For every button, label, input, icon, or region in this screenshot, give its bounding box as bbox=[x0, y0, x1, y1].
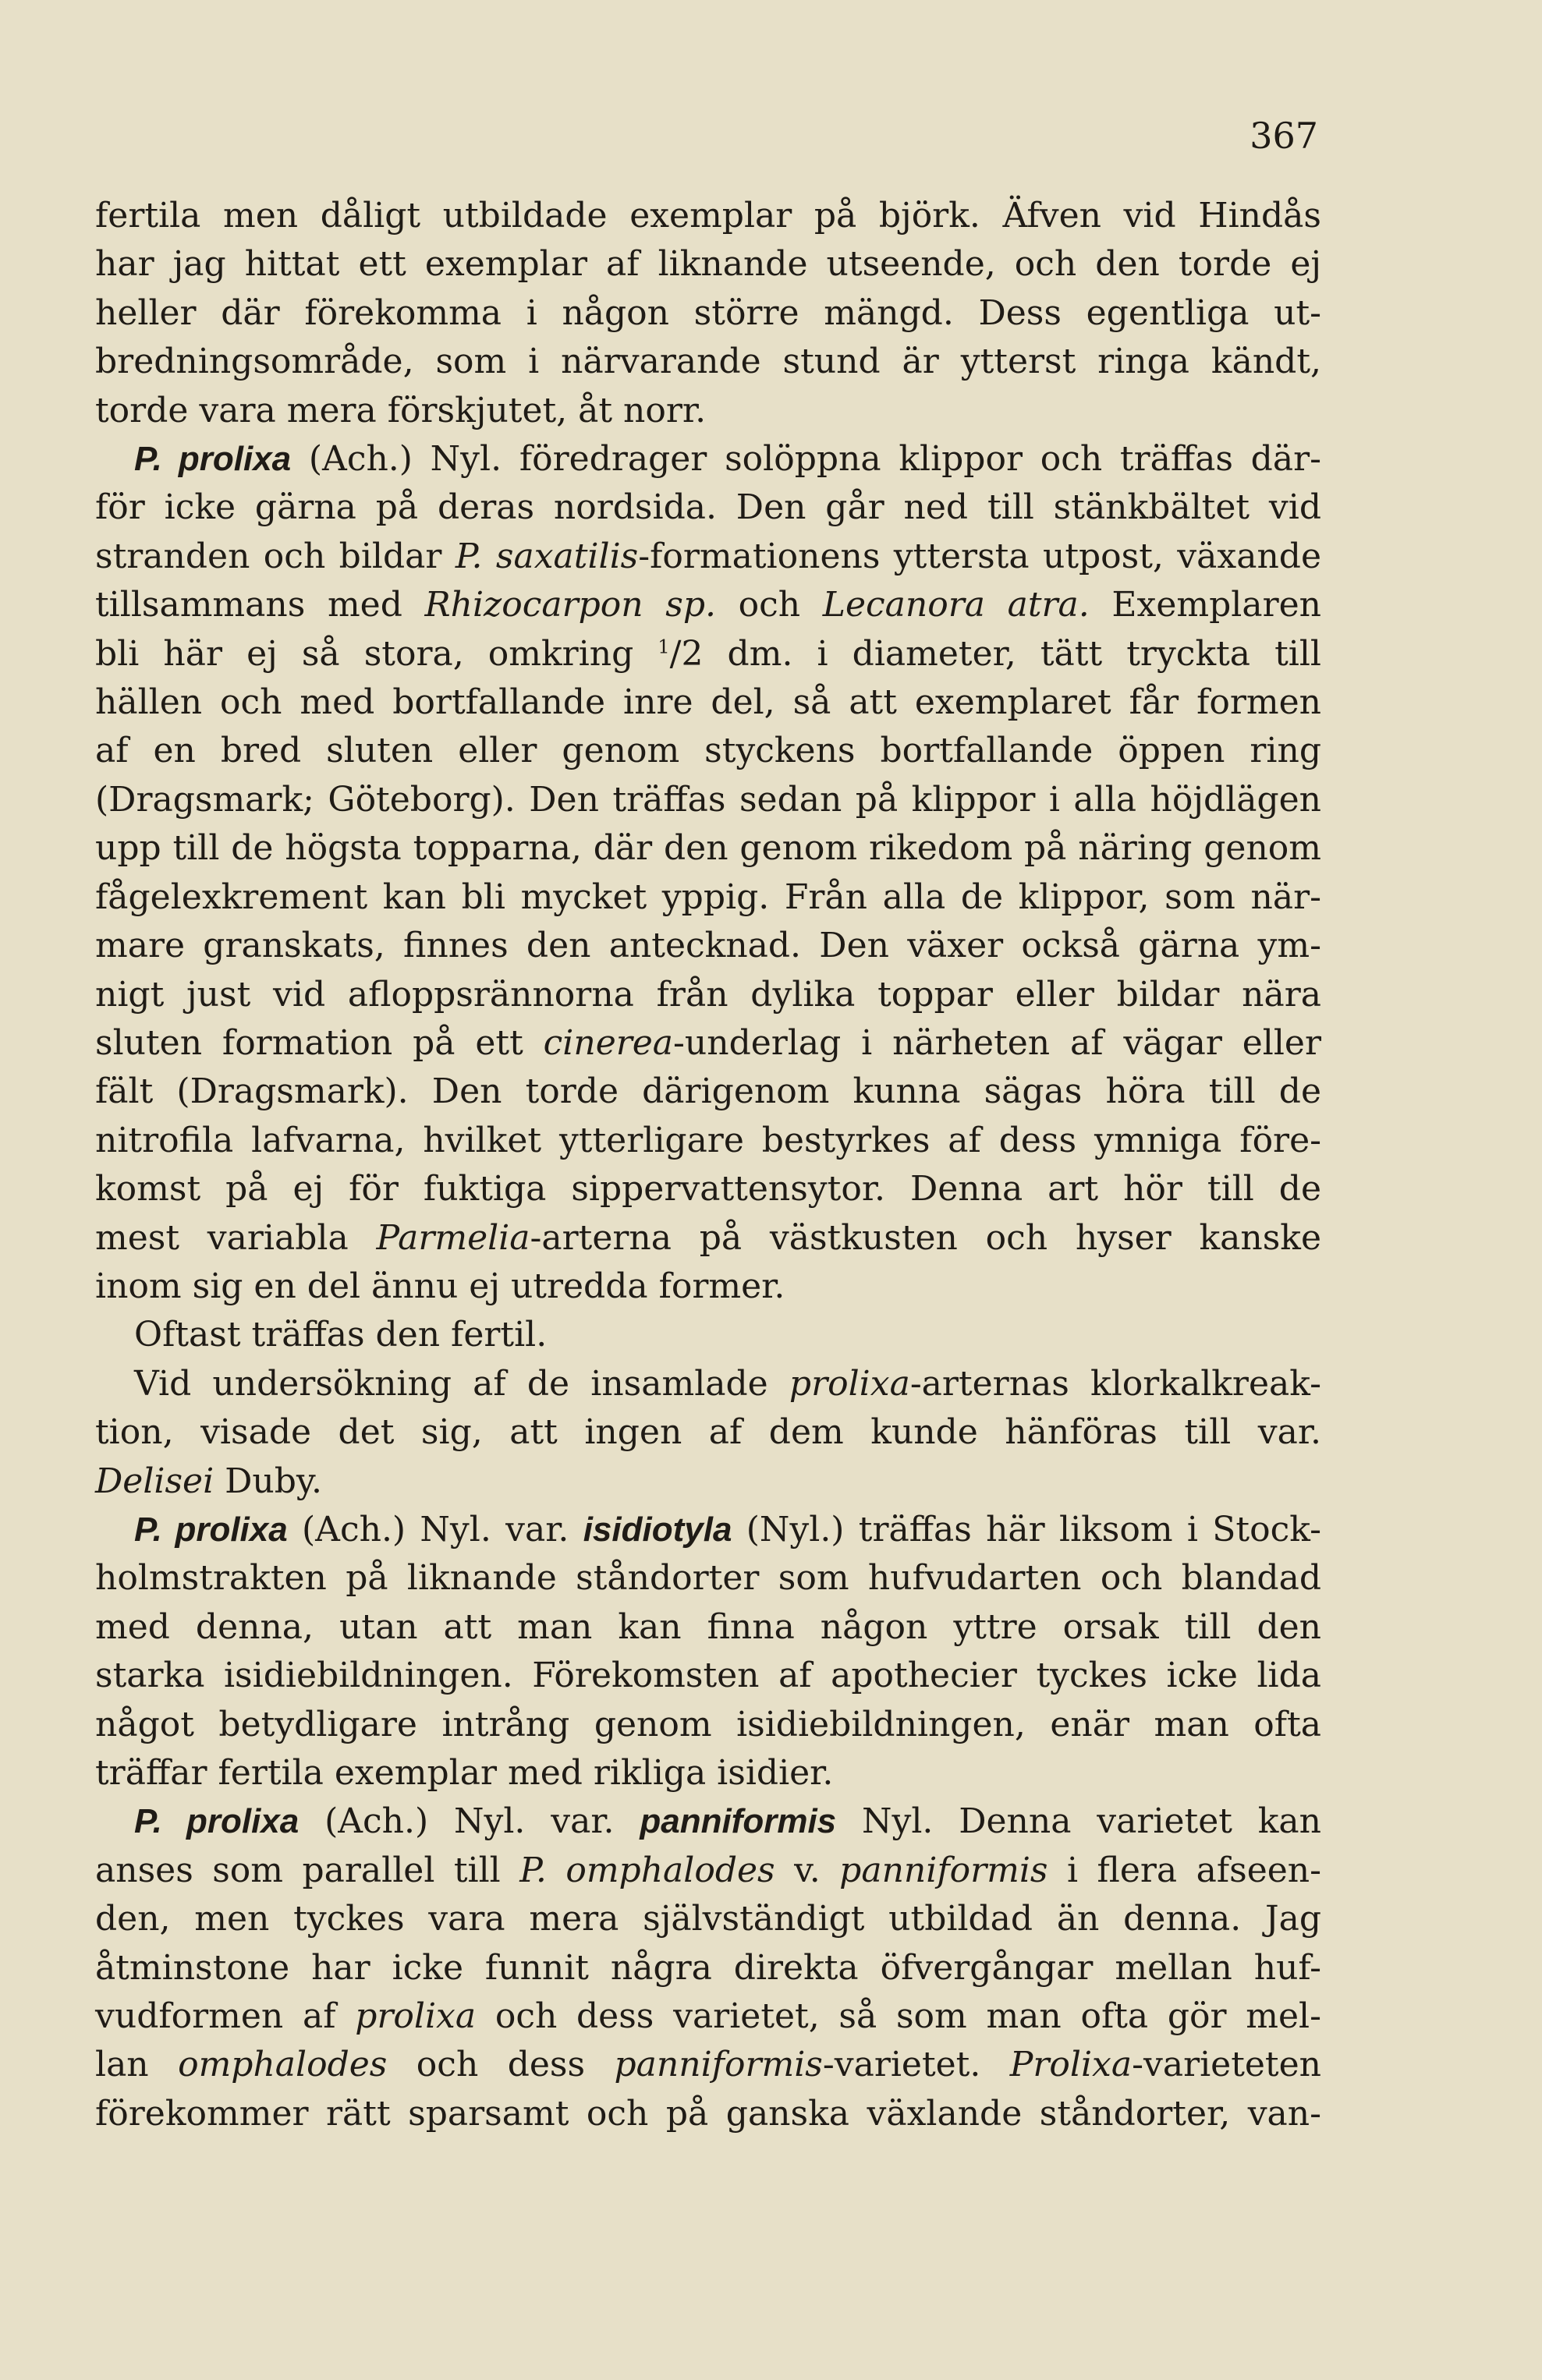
text-run: tillsammans med bbox=[95, 585, 425, 625]
text-run: stranden och bildar bbox=[95, 536, 456, 576]
text-run: och dess bbox=[387, 2045, 615, 2085]
text-line bbox=[95, 1701, 1321, 1749]
text-line bbox=[95, 1360, 1321, 1408]
text-line bbox=[95, 1117, 1321, 1165]
text-line bbox=[95, 387, 1321, 435]
text-run: -arterna på västkusten och hyser kanske bbox=[530, 1217, 1321, 1258]
text-line bbox=[95, 338, 1321, 386]
text-line bbox=[95, 873, 1321, 922]
species-name: panniformis bbox=[640, 1802, 837, 1841]
text-run: Duby. bbox=[214, 1461, 322, 1501]
text-run: -underlag i närheten af vägar eller bbox=[673, 1022, 1322, 1063]
text-line bbox=[95, 1457, 1321, 1506]
text-line bbox=[95, 824, 1321, 873]
text-line bbox=[95, 1895, 1321, 1943]
text-line bbox=[95, 2090, 1321, 2138]
species-name: P. omphalodes bbox=[519, 1850, 775, 1890]
text-run: bredningsområde, som i närvarande stund är ytterst ringa kändt, bbox=[95, 342, 1321, 382]
text-run: af en bred sluten eller genom styckens bortfallande öppen ring bbox=[95, 731, 1321, 771]
text-line bbox=[95, 1263, 1321, 1311]
text-line bbox=[95, 581, 1321, 629]
superscript: 1 bbox=[658, 636, 670, 657]
text-line bbox=[95, 483, 1321, 532]
text-run: har jag hittat ett exemplar af liknande utseende, och den torde ej bbox=[95, 244, 1321, 285]
text-line bbox=[95, 1847, 1321, 1895]
species-name: prolixa bbox=[789, 1363, 910, 1404]
text-run: -varieteten bbox=[1132, 2045, 1321, 2085]
text-line bbox=[95, 1992, 1321, 2041]
text-run: (Nyl.) träffas här liksom i Stock- bbox=[732, 1509, 1321, 1549]
text-run: komst på ej för fuktiga sippervattensytor. Denna art hör till de bbox=[95, 1169, 1321, 1209]
species-name: P. prolixa bbox=[134, 1510, 288, 1549]
text-run: -varietet. bbox=[822, 2045, 1010, 2085]
text-run: (Ach.) Nyl. föredrager solöppna klippor och träffas där- bbox=[291, 439, 1321, 480]
species-name: P. prolixa bbox=[134, 440, 292, 479]
text-line bbox=[95, 240, 1321, 289]
text-run: heller där förekomma i någon större mängd. Dess egentliga ut- bbox=[95, 292, 1321, 333]
text-run: och dess varietet, så som man ofta gör mel- bbox=[476, 1996, 1321, 2037]
text-line bbox=[95, 1068, 1321, 1116]
text-run: Vid undersökning af de insamlade bbox=[134, 1363, 789, 1404]
text-run: lan bbox=[95, 2045, 179, 2085]
text-run: den, men tyckes vara mera självständigt utbildad än denna. Jag bbox=[95, 1899, 1321, 1939]
text-run: torde vara mera förskjutet, åt norr. bbox=[95, 390, 707, 430]
species-name: P. saxatilis bbox=[455, 536, 639, 576]
text-run: något betydligare intrång genom isidiebildningen, enär man ofta bbox=[95, 1704, 1321, 1744]
body-text bbox=[95, 192, 1321, 2138]
text-run: Oftast träffas den fertil. bbox=[134, 1315, 548, 1355]
species-name: omphalodes bbox=[178, 2045, 388, 2085]
species-name: Prolixa bbox=[1009, 2045, 1133, 2085]
text-run: -formationens yttersta utpost, växande bbox=[638, 536, 1321, 576]
text-run: förekommer rätt sparsamt och på ganska växlande ståndorter, van- bbox=[95, 2093, 1321, 2134]
text-run: mest variabla bbox=[95, 1217, 377, 1258]
text-run: mare granskats, finnes den antecknad. Den växer också gärna ym- bbox=[95, 926, 1321, 966]
text-line bbox=[95, 678, 1321, 727]
text-run: bli här ej så stora, omkring bbox=[95, 633, 658, 674]
text-run: holmstrakten på liknande ståndorter som hufvudarten och blandad bbox=[95, 1558, 1321, 1599]
text-line bbox=[95, 533, 1321, 581]
text-run: med denna, utan att man kan finna någon yttre orsak till den bbox=[95, 1606, 1321, 1647]
species-name: Parmelia bbox=[376, 1217, 530, 1258]
text-run: nigt just vid afloppsrännorna från dylika toppar eller bildar nära bbox=[95, 974, 1321, 1015]
species-name: panniformis bbox=[614, 2045, 823, 2085]
text-run: /2 dm. i diameter, tätt tryckta till bbox=[669, 633, 1321, 674]
text-run: vudformen af bbox=[95, 1996, 356, 2037]
species-name: panniformis bbox=[839, 1850, 1048, 1890]
text-line bbox=[95, 1797, 1321, 1846]
text-run: upp till de högsta topparna, där den genom rikedom på näring genom bbox=[95, 828, 1321, 869]
text-run: anses som parallel till bbox=[95, 1850, 520, 1890]
text-run: nitrofila lafvarna, hvilket ytterligare bestyrkes af dess ymniga före- bbox=[95, 1120, 1321, 1160]
text-line bbox=[95, 1652, 1321, 1700]
text-run: starka isidiebildningen. Förekomsten af apothecier tyckes icke lida bbox=[95, 1656, 1321, 1696]
species-name: Lecanora atra. bbox=[822, 585, 1090, 625]
text-run: fertila men dåligt utbildade exemplar på björk. Äfven vid Hindås bbox=[95, 196, 1321, 236]
species-name: isidiotyla bbox=[583, 1510, 732, 1549]
text-run: (Ach.) Nyl. var. bbox=[287, 1509, 583, 1549]
text-run: och bbox=[716, 585, 823, 625]
text-line bbox=[95, 922, 1321, 970]
text-line bbox=[95, 630, 1321, 678]
species-name: Delisei bbox=[95, 1461, 214, 1501]
text-line bbox=[95, 1165, 1321, 1213]
text-line bbox=[95, 435, 1321, 483]
text-line bbox=[95, 776, 1321, 824]
text-line bbox=[95, 1506, 1321, 1554]
text-line bbox=[95, 289, 1321, 338]
text-line bbox=[95, 1019, 1321, 1068]
text-run: i flera afseen- bbox=[1047, 1850, 1321, 1890]
text-line bbox=[95, 1408, 1321, 1457]
text-line bbox=[95, 1311, 1321, 1359]
text-run: hällen och med bortfallande inre del, så att exemplaret får formen bbox=[95, 682, 1321, 723]
text-run: -arternas klorkalkreak- bbox=[909, 1363, 1321, 1404]
text-run: sluten formation på ett bbox=[95, 1022, 544, 1063]
text-run: fält (Dragsmark). Den torde därigenom kunna sägas höra till de bbox=[95, 1071, 1321, 1112]
species-name: Rhizocarpon sp. bbox=[424, 585, 716, 625]
text-line bbox=[95, 1944, 1321, 1992]
text-run: (Ach.) Nyl. var. bbox=[299, 1801, 640, 1842]
text-line bbox=[95, 2041, 1321, 2089]
species-name: P. prolixa bbox=[134, 1802, 300, 1841]
text-line bbox=[95, 192, 1321, 240]
text-run: inom sig en del ännu ej utredda former. bbox=[95, 1266, 785, 1306]
text-run: träffar fertila exemplar med rikliga isidier. bbox=[95, 1753, 834, 1793]
text-line bbox=[95, 727, 1321, 775]
text-line bbox=[95, 1749, 1321, 1797]
text-run: (Dragsmark; Göteborg). Den träffas sedan på klippor i alla höjdlägen bbox=[95, 779, 1321, 820]
text-run: fågelexkrement kan bli mycket yppig. Från alla de klippor, som när- bbox=[95, 877, 1321, 917]
text-line bbox=[95, 971, 1321, 1019]
text-run: Exemplaren bbox=[1089, 585, 1321, 625]
species-name: prolixa bbox=[355, 1996, 477, 2037]
text-run: åtminstone har icke funnit några direkta öfvergångar mellan huf- bbox=[95, 1947, 1321, 1988]
text-run: tion, visade det sig, att ingen af dem kunde hänföras till var. bbox=[95, 1412, 1321, 1453]
text-run: för icke gärna på deras nordsida. Den går ned till stänkbältet vid bbox=[95, 487, 1321, 528]
text-line bbox=[95, 1554, 1321, 1603]
text-line bbox=[95, 1214, 1321, 1263]
species-name: cinerea bbox=[543, 1022, 674, 1063]
page-number: 367 bbox=[1250, 115, 1318, 157]
text-run: Nyl. Denna varietet kan bbox=[836, 1801, 1321, 1842]
text-run: v. bbox=[775, 1850, 840, 1890]
text-line bbox=[95, 1603, 1321, 1652]
